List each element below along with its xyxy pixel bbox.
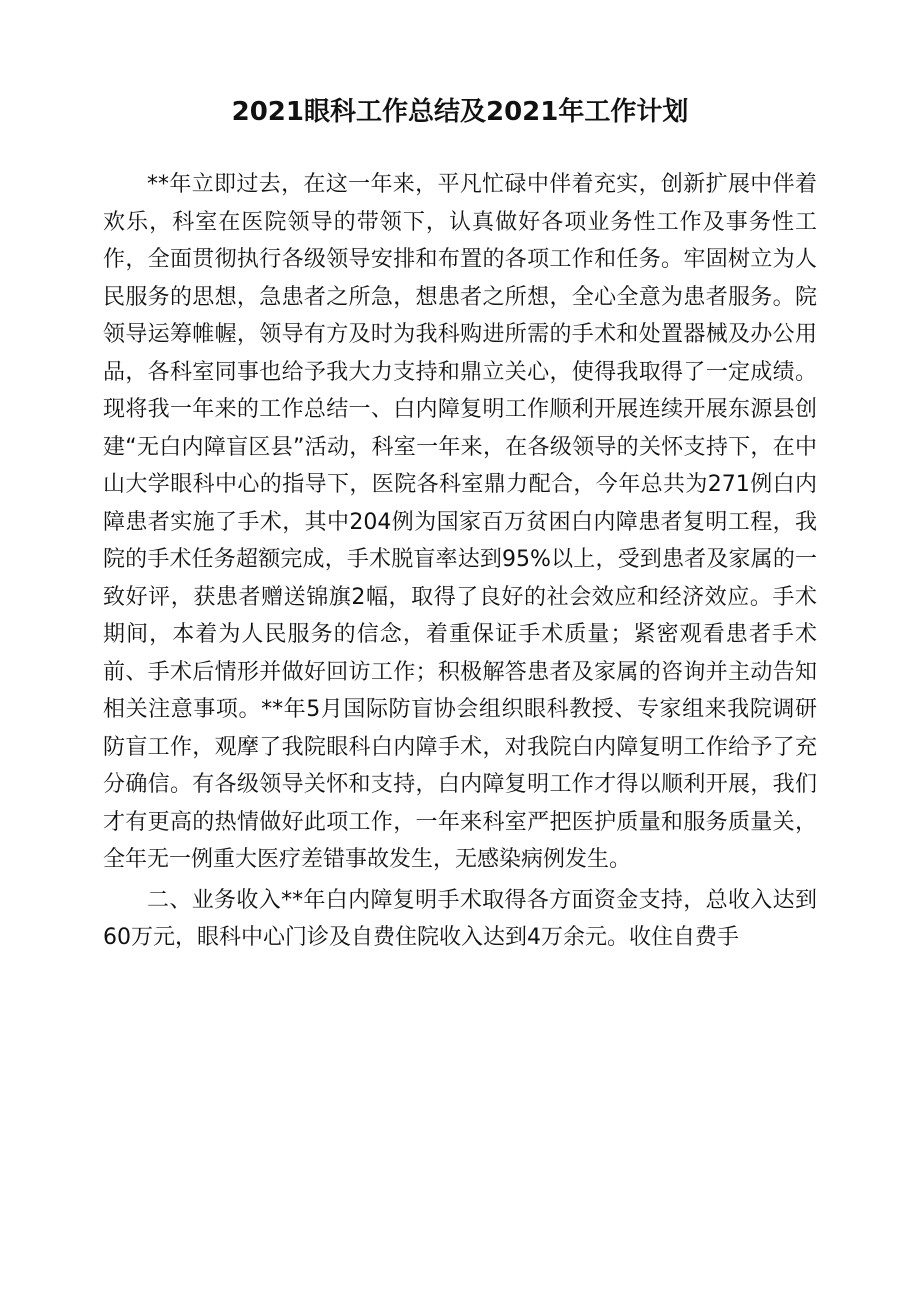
document-body xyxy=(103,166,817,960)
paragraph-summary: **年立即过去，在这一年来，平凡忙碌中伴着充实，创新扩展中伴着欢乐，科室在医院领导的带领下，认真做好各项业务性工作及事务性工作，全面贯彻执行各级领导安排和布置的各项工作和任务。牢固树立为人民服务的思想，急患者之所急，想患者之所想，全心全意为患者服务。院领导运筹帷幄，领导有方及时为我科购进所需的手术和处置器械及办公用品，各科室同事也给予我大力支持和鼎立关心，使得我取得了一定成绩。现将我一年来的工作总结一、白内障复明工作顺利开展连续开展东源县创建“无白内障盲区县”活动，科室一年来，在各级领导的关怀支持下，在中山大学眼科中心的指导下，医院各科室鼎力配合，今年总共为271例白内障患者实施了手术，其中204例为国家百万贫困白内障患者复明工程，我院的手术任务超额完成，手术脱盲率达到95%以上，受到患者及家属的一致好评，获患者赠送锦旗2幅，取得了良好的社会效应和经济效应。手术期间，本着为人民服务的信念，着重保证手术质量；紧密观看患者手术前、手术后情形并做好回访工作；积极解答患者及家属的咨询并主动告知相关注意事项。**年5月国际防盲协会组织眼科教授、专家组来我院调研防盲工作，观摩了我院眼科白内障手术，对我院白内障复明工作给予了充分确信。有各级领导关怀和支持，白内障复明工作才得以顺利开展，我们才有更高的热情做好此项工作，一年来科室严把医护质量和服务质量关，全年无一例重大医疗差错事故发生，无感染病例发生。 xyxy=(103,172,817,872)
paragraph-business-income: 二、业务收入**年白内障复明手术取得各方面资金支持，总收入达到60万元，眼科中心门诊及自费住院收入达到4万余元。收住自费手 xyxy=(103,887,817,950)
document-title: 2021眼科工作总结及2021年工作计划 xyxy=(231,97,689,127)
